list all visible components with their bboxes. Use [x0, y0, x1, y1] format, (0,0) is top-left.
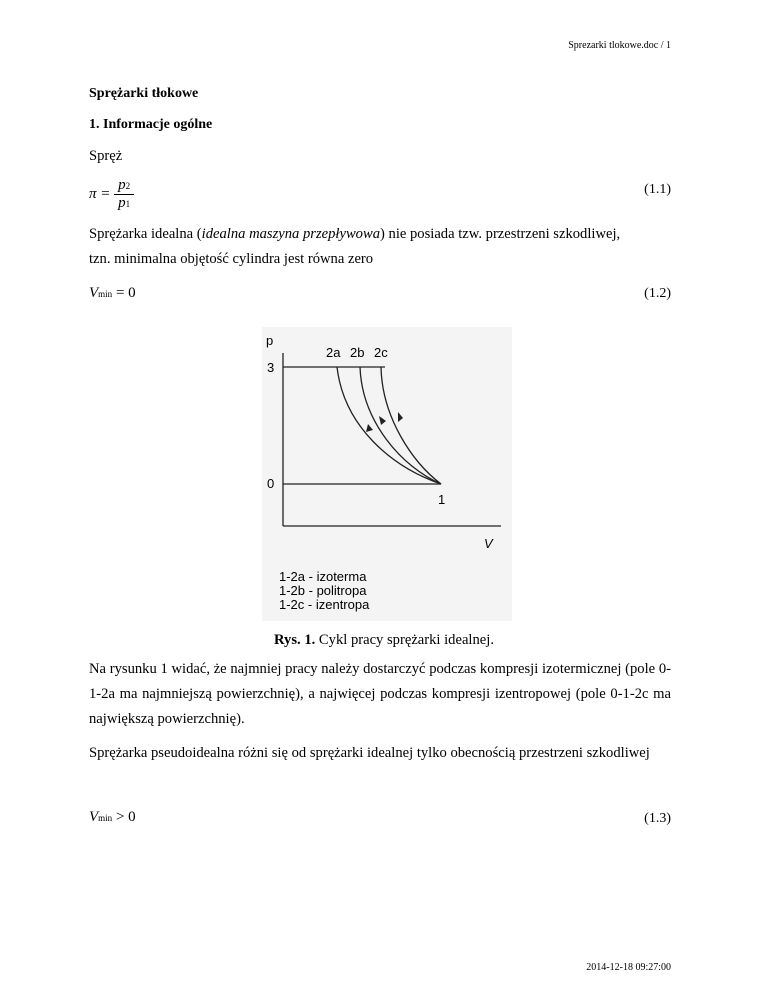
paragraph-ideal-compressor: Sprężarka idealna (idealna maszyna przepływowa) nie posiada tzw. przestrzeni szkodliwej, tzn. minimalna objętość cylindra jest równa zero — [89, 226, 621, 267]
equation-number-1-1: (1.1) — [644, 182, 671, 197]
curve-1-2b — [360, 367, 441, 484]
section-heading: 1. Informacje ogólne — [89, 117, 213, 132]
equation-number-1-3: (1.3) — [644, 811, 671, 826]
figure-pv-diagram — [262, 327, 512, 621]
label-1: 1 — [438, 492, 446, 507]
arrow-2a — [366, 424, 373, 432]
eq1-fraction — [114, 177, 134, 212]
label-2a: 2a — [326, 345, 341, 360]
label-3: 3 — [267, 360, 275, 375]
eq1-numerator: p2 — [114, 177, 134, 195]
label-axis-p: p — [266, 333, 274, 348]
curve-1-2c — [381, 367, 441, 484]
arrow-2c — [398, 412, 403, 422]
paragraph-work-comparison: Na rysunku 1 widać, że najmniej pracy należy dostarczyć podczas kompresji izotermicznej (pole 0-1-2a ma najmniejszą powierzchnię), a najwięcej podczas kompresji izentropowej (pole 0-1-2c ma największą powierzchnię). — [89, 661, 671, 727]
intro-word: Spręż — [89, 148, 123, 164]
figure-caption: Rys. 1. Cykl pracy sprężarki idealnej. — [274, 632, 494, 648]
legend-izentropa: 1-2c - izentropa — [279, 597, 370, 612]
label-0: 0 — [267, 476, 275, 491]
eq1-denominator: p1 — [118, 195, 131, 211]
paragraph-pseudoideal: Sprężarka pseudoidealna różni się od sprężarki idealnej tylko obecnością przestrzeni szkodliwej — [89, 745, 650, 761]
label-2b: 2b — [350, 345, 365, 360]
arrow-2b — [379, 416, 386, 425]
equation-1-1 — [89, 177, 134, 212]
eq1-lhs: π = — [89, 185, 111, 202]
document-title: Sprężarki tłokowe — [89, 86, 199, 101]
page-header: Sprezarki tlokowe.doc / 1 — [568, 40, 671, 51]
pv-diagram-svg — [262, 327, 512, 621]
equation-1-2: Vmin = 0 — [89, 285, 136, 301]
legend-izoterma: 1-2a - izoterma — [279, 569, 367, 584]
legend-politropa: 1-2b - politropa — [279, 583, 367, 598]
page-footer-timestamp: 2014-12-18 09:27:00 — [586, 962, 671, 973]
label-2c: 2c — [374, 345, 388, 360]
label-axis-v: V — [484, 536, 493, 551]
curve-1-2a — [337, 367, 441, 484]
equation-1-3: Vmin > 0 — [89, 809, 136, 825]
equation-number-1-2: (1.2) — [644, 286, 671, 301]
